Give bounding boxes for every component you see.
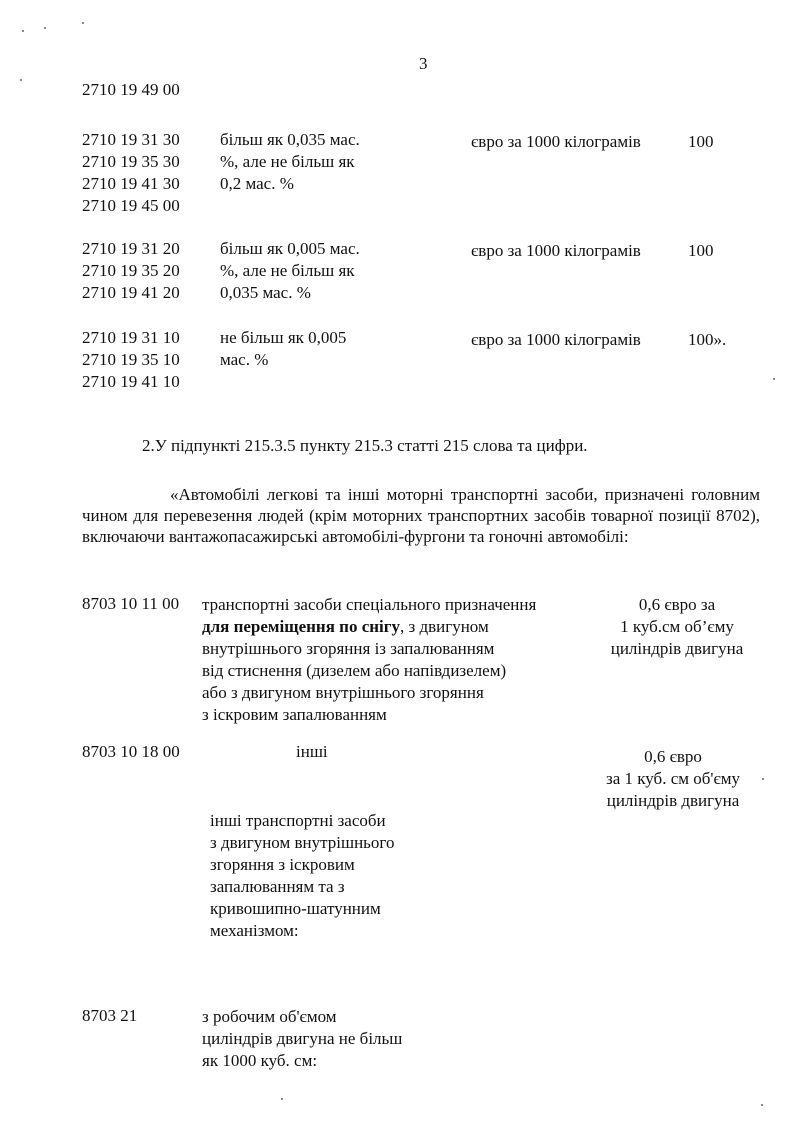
description-line — [202, 616, 536, 638]
item-description — [202, 1006, 402, 1072]
scan-speck — [762, 778, 764, 780]
other-vehicles-description — [210, 810, 394, 942]
section-heading: 2.У підпункті 215.3.5 пункту 215.3 статті 215 слова та цифри. — [142, 436, 588, 455]
description-line: механізмом: — [210, 921, 299, 940]
tariff-code: 2710 19 31 30 — [82, 130, 180, 149]
scan-speck — [281, 1098, 283, 1100]
rate-value: 100 — [688, 132, 714, 151]
description-line: більш як 0,035 мас. — [220, 130, 360, 149]
description-line: як 1000 куб. см: — [202, 1051, 318, 1070]
rate-line: 0,6 євро — [644, 747, 702, 766]
unit-label: євро за 1000 кілограмів — [471, 330, 641, 349]
description-line: мас. % — [220, 350, 269, 369]
tariff-code: 2710 19 35 20 — [82, 261, 180, 280]
description-line: %, але не більш як — [220, 261, 355, 280]
tariff-codes-group — [82, 129, 180, 217]
description-line: кривошипно-шатунним — [210, 899, 381, 918]
tariff-code: 2710 19 49 00 — [82, 80, 180, 99]
scan-speck — [22, 30, 24, 32]
rate-value: 100». — [688, 330, 727, 349]
scan-speck — [82, 22, 84, 24]
sulfur-content-description — [220, 238, 360, 304]
unit-label: євро за 1000 кілограмів — [471, 241, 641, 260]
description-line: %, але не більш як — [220, 152, 355, 171]
rate-line: циліндрів двигуна — [606, 791, 740, 810]
tariff-code: 2710 19 35 30 — [82, 152, 180, 171]
tariff-code: 2710 19 45 00 — [82, 196, 180, 215]
tariff-code: 2710 19 31 20 — [82, 239, 180, 258]
item-description — [202, 594, 536, 726]
description-line: внутрішнього згоряння із запалюванням — [202, 639, 495, 658]
rate-line: 1 куб.см об’єму — [620, 617, 734, 636]
excise-rate — [592, 594, 762, 660]
description-line: з двигуном внутрішнього — [210, 833, 395, 852]
excise-rate — [588, 746, 758, 812]
bold-phrase: для переміщення по снігу — [202, 617, 400, 636]
tariff-code: 2710 19 41 30 — [82, 174, 180, 193]
rate-line: циліндрів двигуна — [610, 639, 744, 658]
tariff-code: 2710 19 31 10 — [82, 328, 180, 347]
description-line: від стиснення (дизелем або напівдизелем) — [202, 661, 507, 680]
sulfur-content-description — [220, 327, 346, 371]
page-number: 3 — [419, 54, 428, 73]
tariff-code: 2710 19 35 10 — [82, 350, 180, 369]
description-fragment: , з двигуном — [400, 617, 489, 636]
description-line: циліндрів двигуна не більш — [202, 1029, 403, 1048]
scan-speck — [761, 1104, 763, 1106]
description-line: з іскровим запалюванням — [202, 705, 387, 724]
description-line: згоряння з іскровим — [210, 855, 355, 874]
description-line: запалюванням та з — [210, 877, 345, 896]
rate-line: 0,6 євро за — [638, 595, 716, 614]
description-line: транспортні засоби спеціального призначення — [202, 595, 537, 614]
unit-label: євро за 1000 кілограмів — [471, 132, 641, 151]
description-line: з робочим об'ємом — [202, 1007, 337, 1026]
scan-speck — [20, 79, 22, 81]
rate-value: 100 — [688, 241, 714, 260]
item-description: інші — [296, 742, 328, 761]
tariff-codes-group — [82, 238, 180, 304]
tariff-code: 8703 21 — [82, 1006, 138, 1025]
description-line: або з двигуном внутрішнього згоряння — [202, 683, 484, 702]
tariff-code: 2710 19 41 20 — [82, 283, 180, 302]
quote-paragraph: «Автомобілі легкові та інші моторні транспортні засоби, призначені головним чином для перевезення людей (крім моторних транспортних засобів товарної позиції 8702), включаючи вантажопасажирські автомобілі-фургони та гоночні автомобілі: — [82, 485, 760, 546]
sulfur-content-description — [220, 129, 360, 195]
tariff-code: 8703 10 11 00 — [82, 594, 180, 613]
rate-line: за 1 куб. см об'єму — [605, 769, 741, 788]
scan-speck — [44, 27, 46, 29]
scan-speck — [773, 378, 775, 380]
description-line: більш як 0,005 мас. — [220, 239, 360, 258]
tariff-codes-group — [82, 327, 180, 393]
description-line: не більш як 0,005 — [220, 328, 347, 347]
description-line: 0,2 мас. % — [220, 174, 294, 193]
description-line: 0,035 мас. % — [220, 283, 311, 302]
tariff-code: 2710 19 41 10 — [82, 372, 180, 391]
tariff-code: 8703 10 18 00 — [82, 742, 180, 761]
description-line: інші транспортні засоби — [210, 811, 386, 830]
